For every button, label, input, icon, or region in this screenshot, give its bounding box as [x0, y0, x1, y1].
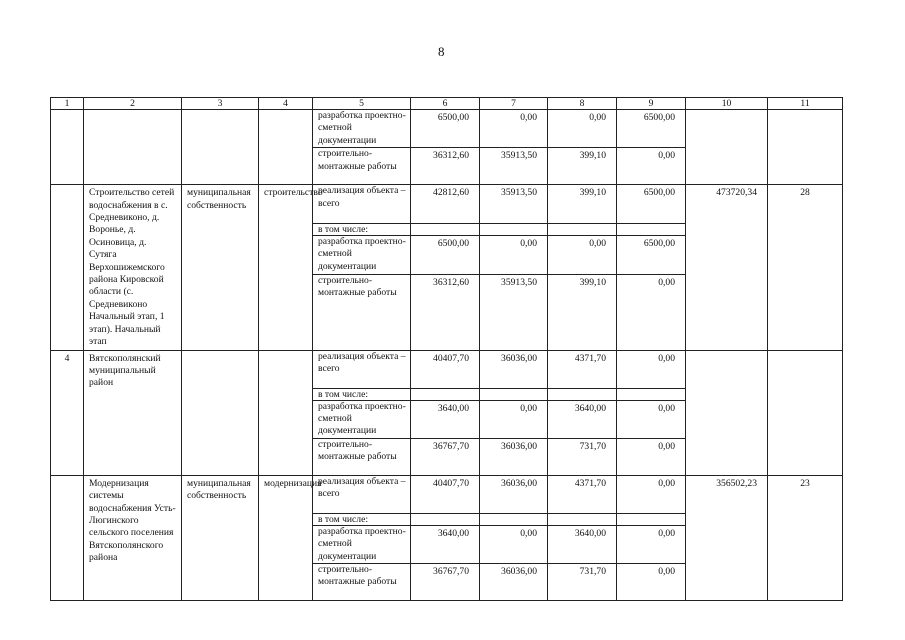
value-cell: 0,00: [480, 525, 548, 563]
value-cell: 0,00: [480, 110, 548, 148]
column-number: 11: [768, 98, 843, 110]
column-number: 1: [51, 98, 84, 110]
value-cell: 0,00: [617, 400, 686, 438]
subtotal-label: в том числе:: [313, 388, 411, 400]
value-cell: 399,10: [548, 185, 617, 223]
column-number: 3: [182, 98, 259, 110]
value-cell: 6500,00: [411, 110, 480, 148]
indicator-value: 23: [768, 475, 843, 600]
value-cell: 6500,00: [411, 235, 480, 274]
column-number: 6: [411, 98, 480, 110]
value-cell: 36767,70: [411, 563, 480, 600]
value-cell: 35913,50: [480, 185, 548, 223]
work-type: разработка проектно-сметной документации: [313, 110, 411, 148]
value-cell: 0,00: [480, 235, 548, 274]
capacity-value: 356502,23: [686, 475, 768, 600]
value-cell: 36036,00: [480, 563, 548, 600]
work-type: строительно-монтажные работы: [313, 438, 411, 475]
value-cell: 36036,00: [480, 475, 548, 513]
object-name: Вятскополянский муниципальный район: [84, 350, 182, 475]
value-cell: 0,00: [548, 110, 617, 148]
row-number: 4: [51, 350, 84, 475]
work-type: разработка проектно-сметной документации: [313, 525, 411, 563]
column-number: 10: [686, 98, 768, 110]
value-cell: 4371,70: [548, 350, 617, 388]
value-cell: 40407,70: [411, 475, 480, 513]
object-name: Строительство сетей водоснабжения в с. Средневиконо, д. Воронье, д. Осиновица, д. Сутяга Верхошижемского района Кировской области (с. Средневиконо Начальный этап, 1 этап). Начальный этап: [84, 185, 182, 350]
value-cell: 0,00: [480, 400, 548, 438]
work-type: разработка проектно-сметной документации: [313, 400, 411, 438]
value-cell: 35913,50: [480, 274, 548, 350]
value-cell: 0,00: [617, 525, 686, 563]
value-cell: 0,00: [617, 274, 686, 350]
table-row: [51, 185, 843, 223]
value-cell: 4371,70: [548, 475, 617, 513]
value-cell: 0,00: [617, 438, 686, 475]
value-cell: 6500,00: [617, 185, 686, 223]
work-type: реализация объекта – всего: [313, 475, 411, 513]
value-cell: 3640,00: [411, 525, 480, 563]
value-cell: 399,10: [548, 148, 617, 185]
value-cell: 399,10: [548, 274, 617, 350]
value-cell: 0,00: [548, 235, 617, 274]
column-number-row: [51, 98, 843, 110]
page-number: 8: [438, 44, 445, 59]
value-cell: 3640,00: [548, 400, 617, 438]
work-type: разработка проектно-сметной документации: [313, 235, 411, 274]
work-type: строительно-монтажные работы: [313, 563, 411, 600]
column-number: 7: [480, 98, 548, 110]
value-cell: 35913,50: [480, 148, 548, 185]
value-cell: 42812,60: [411, 185, 480, 223]
value-cell: 0,00: [617, 148, 686, 185]
value-cell: 36767,70: [411, 438, 480, 475]
work-kind: модернизация: [259, 475, 313, 600]
value-cell: 40407,70: [411, 350, 480, 388]
column-number: 9: [617, 98, 686, 110]
work-kind: строительство: [259, 185, 313, 350]
table-row: [51, 110, 843, 148]
table-row: [51, 475, 843, 513]
value-cell: 6500,00: [617, 235, 686, 274]
value-cell: 36312,60: [411, 274, 480, 350]
ownership: муниципальная собственность: [182, 185, 259, 350]
value-cell: 36036,00: [480, 438, 548, 475]
ownership: муниципальная собственность: [182, 475, 259, 600]
column-number: 4: [259, 98, 313, 110]
value-cell: 6500,00: [617, 110, 686, 148]
column-number: 5: [313, 98, 411, 110]
value-cell: 0,00: [617, 350, 686, 388]
object-name: Модернизация системы водоснабжения Усть-Люгинского сельского поселения Вятскополянского района: [84, 475, 182, 600]
capacity-value: 473720,34: [686, 185, 768, 350]
value-cell: 36312,60: [411, 148, 480, 185]
work-type: реализация объекта – всего: [313, 185, 411, 223]
investment-table: [50, 97, 843, 601]
subtotal-label: в том числе:: [313, 223, 411, 235]
subtotal-label: в том числе:: [313, 513, 411, 525]
value-cell: 731,70: [548, 438, 617, 475]
value-cell: 3640,00: [548, 525, 617, 563]
work-type: строительно-монтажные работы: [313, 148, 411, 185]
work-type: строительно-монтажные работы: [313, 274, 411, 350]
value-cell: 0,00: [617, 563, 686, 600]
column-number: 8: [548, 98, 617, 110]
column-number: 2: [84, 98, 182, 110]
table-row: [51, 350, 843, 388]
indicator-value: 28: [768, 185, 843, 350]
work-type: реализация объекта – всего: [313, 350, 411, 388]
value-cell: 3640,00: [411, 400, 480, 438]
value-cell: 36036,00: [480, 350, 548, 388]
value-cell: 731,70: [548, 563, 617, 600]
value-cell: 0,00: [617, 475, 686, 513]
